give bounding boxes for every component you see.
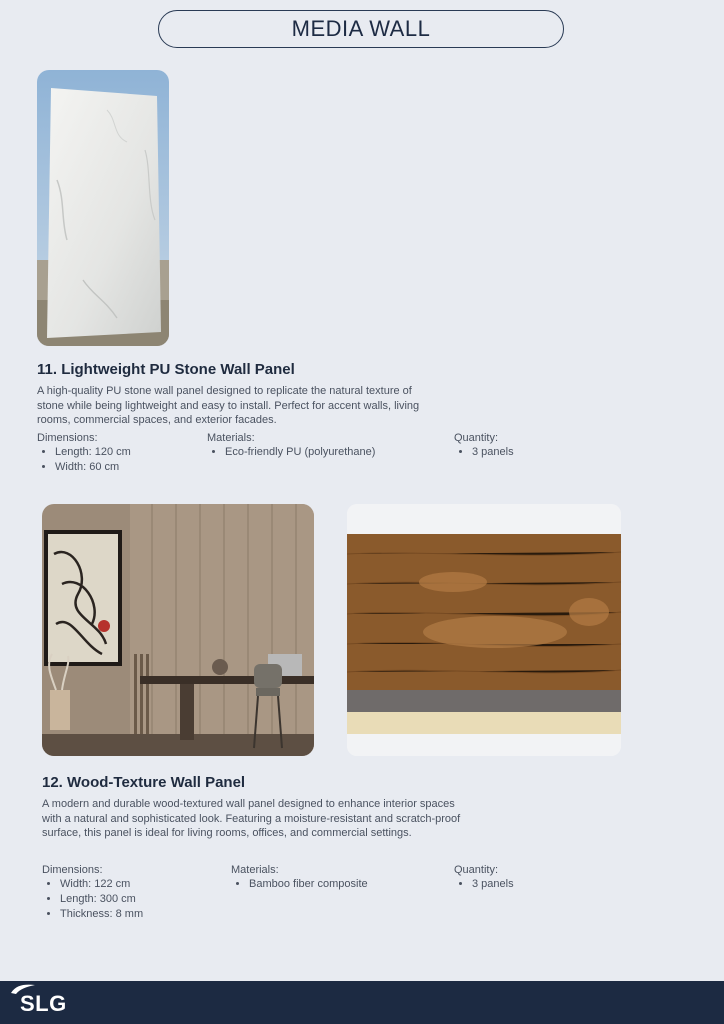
material-item: • Eco-friendly PU (polyurethane) bbox=[225, 445, 375, 460]
materials-label: Materials: bbox=[207, 432, 255, 444]
dimension-item: • Length: 300 cm bbox=[60, 892, 143, 907]
product-12-dimensions bbox=[42, 864, 143, 921]
product-11-quantity bbox=[454, 432, 514, 460]
product-11-title: 11. Lightweight PU Stone Wall Panel bbox=[37, 361, 295, 378]
dimensions-label: Dimensions: bbox=[42, 864, 103, 876]
quantity-label: Quantity: bbox=[454, 432, 499, 444]
quantity-item: • 3 panels bbox=[472, 877, 514, 892]
quantity-label: Quantity: bbox=[454, 864, 499, 876]
materials-label: Materials: bbox=[231, 864, 279, 876]
product-11-dimensions bbox=[37, 432, 131, 475]
product-11-description: A high-quality PU stone wall panel designed to replicate the natural texture of stone while being lightweight and easy to install. Perfect for accent walls, living rooms, commercial spaces, and exterior facades. bbox=[37, 385, 420, 426]
company-logo: SLG bbox=[20, 991, 67, 1016]
quantity-item: • 3 panels bbox=[472, 445, 514, 460]
dimension-item: • Length: 120 cm bbox=[55, 445, 131, 460]
dimension-item: • Thickness: 8 mm bbox=[60, 907, 143, 922]
product-12-materials bbox=[231, 864, 368, 892]
dimension-item: • Width: 60 cm bbox=[55, 460, 131, 475]
product-11-materials bbox=[207, 432, 375, 460]
wood-panel-waterproof-image bbox=[347, 504, 621, 756]
product-12-title: 12. Wood-Texture Wall Panel bbox=[42, 774, 246, 791]
product-12-quantity bbox=[454, 864, 514, 892]
footer-bar bbox=[0, 981, 724, 1024]
dimensions-label: Dimensions: bbox=[37, 432, 98, 444]
product-12-description: A modern and durable wood-textured wall panel designed to enhance interior spaces with a natural and sophisticated look. Featuring a moisture-resistant and scratch-proof surface, this panel is ideal for living rooms, offices, and commercial settings. bbox=[42, 798, 461, 839]
dimension-item: • Width: 122 cm bbox=[60, 877, 143, 892]
stone-panel-image bbox=[37, 70, 169, 346]
wood-panel-room-image bbox=[42, 504, 314, 756]
page-title: MEDIA WALL bbox=[158, 10, 564, 48]
material-item: • Bamboo fiber composite bbox=[249, 877, 368, 892]
